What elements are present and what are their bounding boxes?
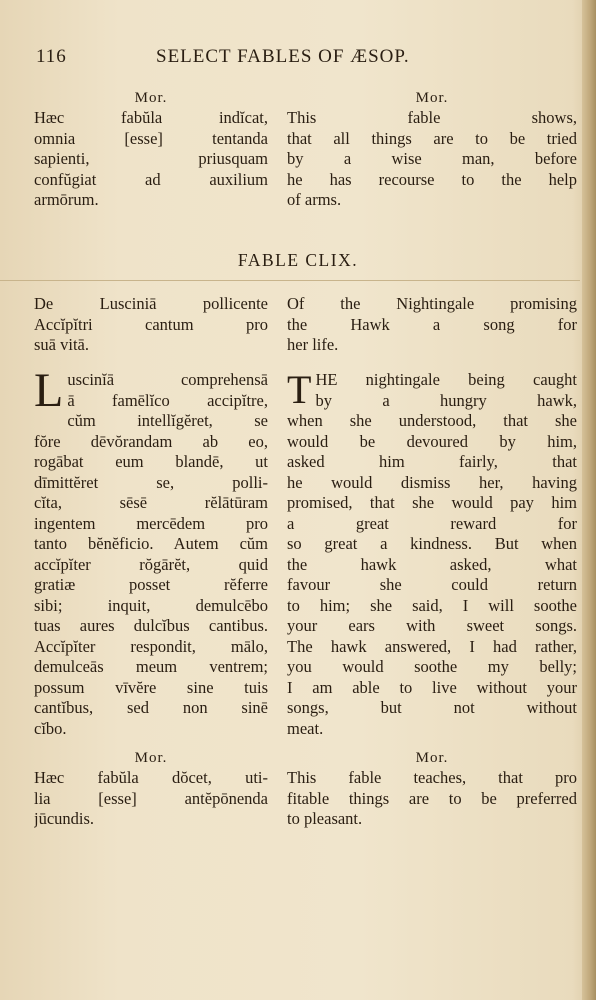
text-line: to him; she said, I will soothe — [287, 595, 577, 615]
text-line: Of the Nightingale promising — [287, 294, 577, 313]
top-moral-latin-text — [34, 108, 268, 211]
text-line: omnia [esse] tentanda — [34, 128, 268, 148]
text-line: lia [esse] antĕpōnenda — [34, 788, 268, 808]
text-line: HE nightingale being caught — [315, 370, 577, 389]
text-line: to pleasant. — [287, 809, 363, 828]
text-line: of arms. — [287, 190, 342, 209]
text-line: cĭbo. — [34, 718, 67, 738]
text-line: fitable things are to be preferred — [287, 788, 577, 808]
text-line: jūcundis. — [34, 809, 95, 828]
text-line: favour she could return — [287, 575, 577, 594]
bottom-moral-latin-text — [34, 768, 268, 830]
moral-heading-latin: Mor. — [134, 750, 168, 766]
text-line: cĭta, sēsē rĕlātūram — [34, 493, 268, 512]
text-line: Accĭpĭtri cantum pro — [34, 314, 268, 334]
text-line: This fable shows, — [287, 108, 577, 127]
top-moral-english-text — [287, 108, 577, 211]
text-line: songs, but not without — [287, 698, 577, 717]
text-line: sibi; inquit, demulcēbo — [34, 595, 268, 615]
text-line: fŏre dēvŏrandam ab eo, — [34, 431, 268, 451]
bottom-moral-english — [287, 748, 577, 830]
text-line: the hawk asked, what — [287, 554, 577, 574]
fable-title: FABLE CLIX. — [237, 250, 359, 270]
text-line: accĭpĭter rŏgārĕt, quid — [34, 554, 268, 574]
text-line: the Hawk a song for — [287, 314, 577, 334]
text-line: ā famēlĭco accipĭtre, — [67, 390, 268, 410]
english-drop-cap: T — [287, 367, 312, 412]
text-line: sapienti, priusquam — [34, 149, 268, 168]
text-line: De Lusciniā pollicente — [34, 294, 268, 313]
text-line: tanto bĕnĕficio. Autem cŭm — [34, 534, 268, 553]
text-line: by a hungry hawk, — [315, 390, 577, 410]
book-title: SELECT FABLES OF ÆSOP. — [156, 46, 410, 67]
text-line: her life. — [287, 335, 339, 354]
english-argument — [287, 294, 577, 356]
latin-argument — [34, 294, 268, 356]
text-line: rogābat eum blandē, ut — [34, 452, 268, 471]
top-moral-latin — [34, 88, 268, 211]
top-moral-english — [287, 88, 577, 211]
text-line: meat. — [287, 718, 324, 738]
text-line: Hæc fabŭla indĭcat, — [34, 108, 268, 127]
text-line: tuas aures dulcĭbus cantibus. — [34, 616, 268, 635]
text-line: Hæc fabŭla dŏcet, uti- — [34, 768, 268, 787]
text-line: he would dismiss her, having — [287, 472, 577, 492]
text-line: by a wise man, before — [287, 149, 577, 168]
text-line: uscinĭā comprehensā — [67, 370, 268, 389]
text-line: This fable teaches, that pro — [287, 768, 577, 787]
text-line: asked him fairly, that — [287, 452, 577, 471]
text-line: armōrum. — [34, 190, 99, 209]
text-line: you would soothe my belly; — [287, 657, 577, 676]
text-line: would be devoured by him, — [287, 431, 577, 451]
text-line: dīmittĕret se, polli- — [34, 472, 268, 492]
running-head — [36, 46, 556, 76]
text-line: a great reward for — [287, 513, 577, 533]
text-line: cantĭbus, sed non sinē — [34, 698, 268, 717]
text-line: he has recourse to the help — [287, 169, 577, 189]
text-line: that all things are to be tried — [287, 128, 577, 148]
text-line: promised, that she would pay him — [287, 493, 577, 512]
moral-heading-english: Mor. — [415, 90, 449, 106]
text-line: Accĭpĭter respondit, mālo, — [34, 636, 268, 656]
title-rule — [0, 280, 580, 281]
text-line: your ears with sweet songs. — [287, 616, 577, 635]
book-spine-edge — [582, 0, 596, 1000]
latin-fable-text — [34, 364, 268, 739]
text-line: I am able to live without your — [287, 677, 577, 697]
text-line: The hawk answered, I had rather, — [287, 636, 577, 656]
text-line: possum vīvĕre sine tuis — [34, 677, 268, 697]
moral-heading-english: Mor. — [415, 750, 449, 766]
text-line: suā vitā. — [34, 335, 89, 354]
moral-heading-latin: Mor. — [134, 90, 168, 106]
english-fable-text — [287, 367, 577, 739]
bottom-moral-latin — [34, 748, 268, 830]
page-number: 116 — [36, 46, 67, 67]
text-line: cŭm intellĭgĕret, se — [67, 411, 268, 430]
text-line: confŭgiat ad auxilium — [34, 169, 268, 189]
text-line: so great a kindness. But when — [287, 534, 577, 553]
latin-drop-cap: L — [34, 364, 64, 417]
text-line: ingentem mercēdem pro — [34, 513, 268, 533]
bottom-moral-english-text — [287, 768, 577, 830]
text-line: gratiæ posset rĕferre — [34, 575, 268, 594]
text-line: when she understood, that she — [287, 411, 577, 430]
text-line: demulceās meum ventrem; — [34, 657, 268, 676]
